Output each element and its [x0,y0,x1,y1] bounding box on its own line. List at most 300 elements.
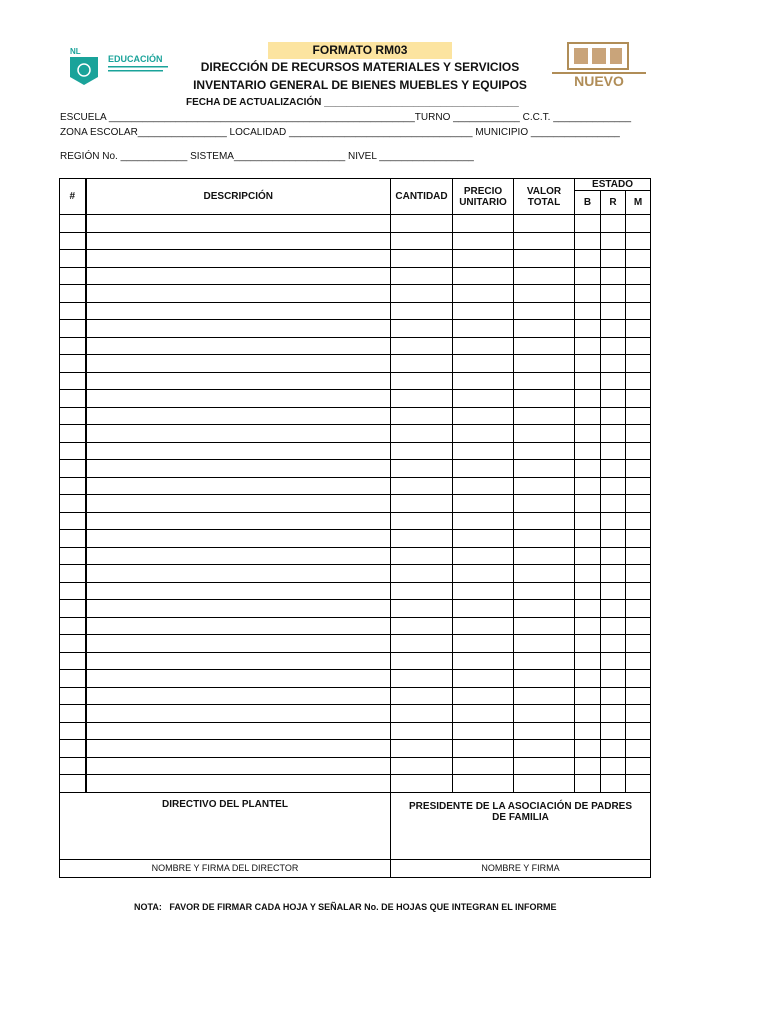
table-cell[interactable] [453,337,514,355]
presidente-signature-cell[interactable] [391,792,651,859]
table-row [60,285,651,303]
table-cell[interactable] [60,740,86,758]
table-cell[interactable] [514,390,575,408]
table-cell[interactable] [60,407,86,425]
table-cell[interactable] [575,670,601,688]
table-cell[interactable] [86,442,391,460]
region-line[interactable]: REGIÓN No. ____________ SISTEMA____________________ NIVEL _________________ [60,151,474,162]
table-cell[interactable] [60,250,86,268]
table-cell[interactable] [60,442,86,460]
table-cell[interactable] [514,355,575,373]
table-cell[interactable] [86,302,391,320]
table-cell[interactable] [575,740,601,758]
table-cell[interactable] [626,530,651,548]
table-cell[interactable] [601,670,626,688]
table-cell[interactable] [601,617,626,635]
table-cell[interactable] [514,320,575,338]
table-cell[interactable] [391,565,453,583]
table-cell[interactable] [86,600,391,618]
table-cell[interactable] [453,442,514,460]
table-cell[interactable] [391,495,453,513]
table-cell[interactable] [601,512,626,530]
table-cell[interactable] [86,320,391,338]
table-cell[interactable] [575,582,601,600]
table-cell[interactable] [626,250,651,268]
table-cell[interactable] [60,425,86,443]
table-cell[interactable] [86,705,391,723]
table-cell[interactable] [626,600,651,618]
nuevo-leon-logo [548,40,650,90]
directivo-title: DIRECTIVO DEL PLANTEL [162,798,288,810]
table-cell[interactable] [514,250,575,268]
table-cell[interactable] [626,477,651,495]
table-cell[interactable] [514,582,575,600]
table-cell[interactable] [391,635,453,653]
table-cell[interactable] [575,215,601,233]
table-cell[interactable] [391,302,453,320]
table-cell[interactable] [453,407,514,425]
table-cell[interactable] [453,355,514,373]
table-cell[interactable] [86,337,391,355]
col-number-header: # [60,179,86,215]
table-cell[interactable] [601,425,626,443]
table-row [60,215,651,233]
table-cell[interactable] [391,617,453,635]
table-cell[interactable] [60,460,86,478]
table-cell[interactable] [453,652,514,670]
table-cell[interactable] [391,477,453,495]
table-cell[interactable] [601,565,626,583]
table-cell[interactable] [626,722,651,740]
table-cell[interactable] [453,302,514,320]
table-cell[interactable] [391,372,453,390]
table-cell[interactable] [60,565,86,583]
table-cell[interactable] [601,775,626,793]
table-cell[interactable] [601,285,626,303]
table-cell[interactable] [391,320,453,338]
table-cell[interactable] [575,722,601,740]
table-cell[interactable] [626,565,651,583]
table-cell[interactable] [575,512,601,530]
table-cell[interactable] [60,652,86,670]
table-cell[interactable] [86,530,391,548]
table-cell[interactable] [601,757,626,775]
table-cell[interactable] [60,757,86,775]
table-cell[interactable] [601,267,626,285]
table-cell[interactable] [60,495,86,513]
table-cell[interactable] [391,460,453,478]
table-cell[interactable] [514,337,575,355]
table-cell[interactable] [453,425,514,443]
table-cell[interactable] [391,407,453,425]
table-cell[interactable] [86,390,391,408]
table-cell[interactable] [60,687,86,705]
table-cell[interactable] [60,582,86,600]
table-row [60,600,651,618]
table-cell[interactable] [601,705,626,723]
table-cell[interactable] [626,635,651,653]
table-cell[interactable] [601,460,626,478]
footer-note: NOTA: FAVOR DE FIRMAR CADA HOJA Y SEÑALAR No. DE HOJAS QUE INTEGRAN EL INFORME [134,902,557,912]
table-cell[interactable] [626,460,651,478]
table-cell[interactable] [391,250,453,268]
table-cell[interactable] [575,267,601,285]
presidente-caption: NOMBRE Y FIRMA [391,859,651,877]
zona-escolar-line[interactable]: ZONA ESCOLAR________________ LOCALIDAD _________________________________ MUNICIPIO ________________ [60,127,620,138]
table-cell[interactable] [575,547,601,565]
table-cell[interactable] [575,232,601,250]
table-row [60,337,651,355]
table-cell[interactable] [60,302,86,320]
table-cell[interactable] [626,390,651,408]
table-row [60,372,651,390]
table-cell[interactable] [575,337,601,355]
table-cell[interactable] [575,355,601,373]
table-cell[interactable] [86,215,391,233]
table-cell[interactable] [391,285,453,303]
table-cell[interactable] [514,722,575,740]
table-cell[interactable] [601,635,626,653]
table-cell[interactable] [391,442,453,460]
table-cell[interactable] [514,652,575,670]
escuela-line[interactable]: ESCUELA _______________________________________________________TURNO ____________ C.C.T. ______________ [60,112,632,123]
table-cell[interactable] [601,495,626,513]
table-cell[interactable] [60,705,86,723]
table-cell[interactable] [626,232,651,250]
table-cell[interactable] [453,705,514,723]
table-cell[interactable] [86,670,391,688]
table-cell[interactable] [575,652,601,670]
table-row [60,320,651,338]
table-cell[interactable] [60,215,86,233]
table-cell[interactable] [391,705,453,723]
table-row [60,425,651,443]
table-cell[interactable] [60,372,86,390]
table-cell[interactable] [575,407,601,425]
table-cell[interactable] [453,460,514,478]
table-cell[interactable] [514,407,575,425]
table-cell[interactable] [601,547,626,565]
table-cell[interactable] [575,372,601,390]
table-cell[interactable] [86,757,391,775]
table-cell[interactable] [575,495,601,513]
table-cell[interactable] [626,267,651,285]
table-cell[interactable] [391,670,453,688]
table-cell[interactable] [601,652,626,670]
table-cell[interactable] [575,775,601,793]
table-cell[interactable] [391,355,453,373]
table-cell[interactable] [453,512,514,530]
table-cell[interactable] [60,337,86,355]
table-row [60,547,651,565]
table-cell[interactable] [575,477,601,495]
table-cell[interactable] [626,320,651,338]
table-cell[interactable] [626,652,651,670]
table-cell[interactable] [86,687,391,705]
table-cell[interactable] [86,565,391,583]
table-cell[interactable] [391,600,453,618]
table-cell[interactable] [86,372,391,390]
table-cell[interactable] [86,267,391,285]
table-cell[interactable] [86,722,391,740]
table-cell[interactable] [86,425,391,443]
table-cell[interactable] [601,530,626,548]
table-cell[interactable] [514,372,575,390]
table-cell[interactable] [626,670,651,688]
table-cell[interactable] [391,215,453,233]
table-cell[interactable] [453,495,514,513]
table-cell[interactable] [575,757,601,775]
table-cell[interactable] [626,372,651,390]
table-cell[interactable] [575,442,601,460]
table-cell[interactable] [575,302,601,320]
table-cell[interactable] [86,617,391,635]
table-cell[interactable] [391,582,453,600]
table-cell[interactable] [575,687,601,705]
table-cell[interactable] [453,530,514,548]
table-cell[interactable] [391,530,453,548]
table-cell[interactable] [86,495,391,513]
table-cell[interactable] [391,757,453,775]
table-cell[interactable] [601,355,626,373]
table-cell[interactable] [626,302,651,320]
table-cell[interactable] [453,600,514,618]
table-cell[interactable] [514,215,575,233]
table-cell[interactable] [601,582,626,600]
table-cell[interactable] [391,722,453,740]
table-cell[interactable] [514,670,575,688]
director-caption: NOMBRE Y FIRMA DEL DIRECTOR [60,859,391,877]
table-cell[interactable] [391,267,453,285]
table-cell[interactable] [60,285,86,303]
table-row [60,390,651,408]
table-cell[interactable] [601,722,626,740]
table-cell[interactable] [514,302,575,320]
table-cell[interactable] [60,617,86,635]
table-cell[interactable] [601,250,626,268]
table-cell[interactable] [453,617,514,635]
table-cell[interactable] [60,390,86,408]
table-cell[interactable] [514,267,575,285]
table-cell[interactable] [626,740,651,758]
table-cell[interactable] [453,250,514,268]
fecha-actualizacion-field[interactable]: FECHA DE ACTUALIZACIÓN ___________________________________ [186,97,519,108]
table-cell[interactable] [514,687,575,705]
table-cell[interactable] [60,547,86,565]
table-cell[interactable] [575,425,601,443]
table-cell[interactable] [514,565,575,583]
table-cell[interactable] [575,617,601,635]
table-cell[interactable] [601,407,626,425]
table-cell[interactable] [86,740,391,758]
table-cell[interactable] [453,635,514,653]
table-cell[interactable] [575,635,601,653]
table-cell[interactable] [514,775,575,793]
table-cell[interactable] [626,355,651,373]
table-row [60,232,651,250]
table-cell[interactable] [453,267,514,285]
table-cell[interactable] [601,600,626,618]
table-cell[interactable] [514,757,575,775]
table-cell[interactable] [391,512,453,530]
table-cell[interactable] [391,337,453,355]
table-row [60,582,651,600]
table-cell[interactable] [514,600,575,618]
table-cell[interactable] [453,722,514,740]
table-cell[interactable] [453,390,514,408]
table-cell[interactable] [626,425,651,443]
table-cell[interactable] [86,582,391,600]
table-cell[interactable] [453,740,514,758]
table-cell[interactable] [391,390,453,408]
table-cell[interactable] [60,512,86,530]
table-cell[interactable] [514,232,575,250]
table-cell[interactable] [601,372,626,390]
table-cell[interactable] [601,390,626,408]
table-cell[interactable] [453,687,514,705]
directivo-signature-cell[interactable] [60,792,391,859]
table-cell[interactable] [60,722,86,740]
table-row [60,250,651,268]
table-cell[interactable] [453,320,514,338]
table-cell[interactable] [391,740,453,758]
table-row [60,407,651,425]
table-cell[interactable] [514,617,575,635]
table-cell[interactable] [453,285,514,303]
table-cell[interactable] [60,267,86,285]
table-cell[interactable] [86,355,391,373]
table-cell[interactable] [60,600,86,618]
table-cell[interactable] [60,775,86,793]
table-cell[interactable] [514,547,575,565]
table-cell[interactable] [514,705,575,723]
table-cell[interactable] [514,477,575,495]
table-cell[interactable] [601,477,626,495]
table-cell[interactable] [453,582,514,600]
table-cell[interactable] [601,442,626,460]
col-unit-price-header: PRECIO UNITARIO [453,179,514,215]
table-cell[interactable] [86,407,391,425]
col-b-header: B [575,191,601,215]
table-cell[interactable] [514,425,575,443]
table-cell[interactable] [575,600,601,618]
table-cell[interactable] [626,442,651,460]
table-cell[interactable] [60,530,86,548]
table-cell[interactable] [601,687,626,705]
table-cell[interactable] [453,670,514,688]
table-cell[interactable] [626,757,651,775]
table-cell[interactable] [86,652,391,670]
table-cell[interactable] [391,232,453,250]
table-cell[interactable] [626,775,651,793]
table-cell[interactable] [626,547,651,565]
table-cell[interactable] [575,565,601,583]
table-cell[interactable] [391,425,453,443]
table-cell[interactable] [601,232,626,250]
table-cell[interactable] [391,547,453,565]
table-cell[interactable] [453,775,514,793]
table-cell[interactable] [575,460,601,478]
table-cell[interactable] [514,442,575,460]
table-cell[interactable] [453,565,514,583]
table-cell[interactable] [60,355,86,373]
table-cell[interactable] [626,337,651,355]
format-label: FORMATO RM03 [268,42,452,59]
table-cell[interactable] [514,495,575,513]
table-cell[interactable] [575,285,601,303]
table-cell[interactable] [453,372,514,390]
table-cell[interactable] [60,635,86,653]
table-row [60,652,651,670]
table-cell[interactable] [86,232,391,250]
table-cell[interactable] [626,582,651,600]
table-cell[interactable] [86,460,391,478]
table-cell[interactable] [86,285,391,303]
table-cell[interactable] [453,215,514,233]
table-cell[interactable] [86,635,391,653]
table-cell[interactable] [601,320,626,338]
table-cell[interactable] [575,320,601,338]
table-cell[interactable] [514,460,575,478]
table-cell[interactable] [391,775,453,793]
table-cell[interactable] [86,512,391,530]
table-cell[interactable] [575,705,601,723]
table-cell[interactable] [514,530,575,548]
table-cell[interactable] [391,652,453,670]
table-row [60,460,651,478]
table-cell[interactable] [453,757,514,775]
col-quantity-header: CANTIDAD [391,179,453,215]
table-cell[interactable] [86,547,391,565]
table-cell[interactable] [453,477,514,495]
table-cell[interactable] [514,512,575,530]
table-cell[interactable] [601,215,626,233]
logo-nl-text: NL [70,47,81,56]
table-cell[interactable] [601,302,626,320]
table-cell[interactable] [575,530,601,548]
table-cell[interactable] [626,407,651,425]
table-cell[interactable] [514,285,575,303]
table-cell[interactable] [626,705,651,723]
table-cell[interactable] [626,617,651,635]
table-cell[interactable] [514,740,575,758]
table-cell[interactable] [626,512,651,530]
table-cell[interactable] [601,740,626,758]
table-cell[interactable] [60,670,86,688]
table-cell[interactable] [514,635,575,653]
table-row [60,477,651,495]
table-cell[interactable] [575,250,601,268]
table-cell[interactable] [86,250,391,268]
table-cell[interactable] [60,477,86,495]
table-cell[interactable] [453,232,514,250]
table-cell[interactable] [86,477,391,495]
table-body [60,215,651,793]
table-cell[interactable] [60,320,86,338]
table-row [60,355,651,373]
table-cell[interactable] [626,687,651,705]
table-row [60,565,651,583]
table-cell[interactable] [60,232,86,250]
table-cell[interactable] [453,547,514,565]
table-cell[interactable] [391,687,453,705]
table-cell[interactable] [626,285,651,303]
table-cell[interactable] [86,775,391,793]
table-cell[interactable] [575,390,601,408]
table-cell[interactable] [626,495,651,513]
table-cell[interactable] [626,215,651,233]
table-cell[interactable] [601,337,626,355]
